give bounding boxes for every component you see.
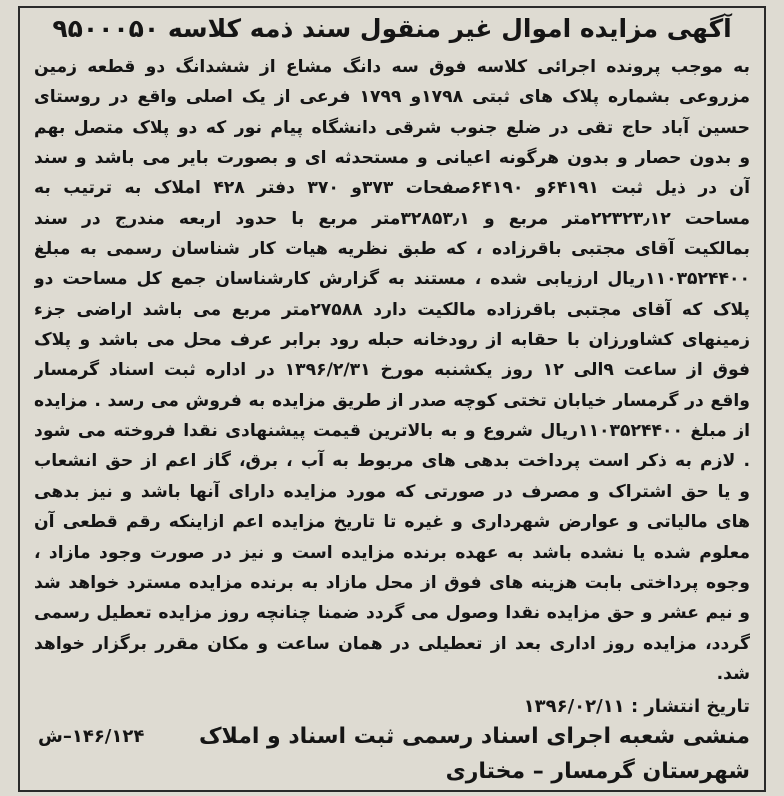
body-line: معلوم شده یا نشده باشد به عهده برنده مزایده است و نیز در صورت وجود مازاد ، (34, 542, 750, 563)
body-line: های مالیاتی و عوارض شهرداری و غیره تا تاریخ مزایده اعم ازاینکه رقم قطعی آن (34, 512, 750, 533)
notice-border-box (18, 6, 766, 792)
body-line: و یا حق اشتراک و مصرف در صورتی که مورد مزایده دارای آنها باشد و نیز بدهی (34, 481, 750, 502)
notice-title: آگهی مزایده اموال غیر منقول سند ذمه کلاسه ۹۵۰۰۰۵۰ (52, 14, 732, 43)
body-line: و بدون حصار و بدون هرگونه اعیانی و مستحدثه ای و بصورت بایر می باشد و سند (34, 148, 750, 169)
body-line: گردد، مزایده روز اداری بعد از تعطیلی در همان ساعت و مکان مقرر برگزار خواهد (34, 633, 750, 654)
body-line: فوق از ساعت ۹الی ۱۲ روز یکشنبه مورخ ۱۳۹۶/۲/۳۱ در اداره ثبت اسناد گرمسار (34, 360, 750, 381)
body-line: پلاک که آقای مجتبی باقرزاده مالکیت دارد ۲۷۵۸۸متر مربع می باشد اراضی جزء (34, 299, 750, 320)
signature-title: منشی شعبه اجرای اسناد رسمی ثبت اسناد و املاک (199, 724, 750, 749)
body-line: مزروعی بشماره پلاک های ثبتی ۱۷۹۸و ۱۷۹۹ فرعی از یک اصلی واقع در روستای (34, 87, 750, 108)
body-line: از مبلغ ۱۱۰۳۵۲۴۴۰۰ریال شروع و به بالاترین قیمت پیشنهادی نقدا فروخته می شود (34, 421, 750, 442)
publication-date: تاریخ انتشار : ۱۳۹۶/۰۲/۱۱ (523, 696, 750, 717)
body-line: آن در ذیل ثبت ۶۴۱۹۱و ۶۴۱۹۰صفحات ۳۷۳و ۳۷۰ دفتر ۴۲۸ املاک به ترتیب به (34, 178, 750, 199)
body-line: بمالکیت آقای مجتبی باقرزاده ، که طبق نظریه هیات کار شناسان رسمی به مبلغ (34, 239, 750, 260)
body-line: مساحت ۲۲۳۲۳٫۱۲متر مربع و ۳۲۸۵۳٫۱متر مربع با حدود اربعه مندرج در سند (34, 208, 750, 229)
body-line: واقع در گرمسار خیابان تختی کوچه صدر از طریق مزایده به فروش می رسد . مزایده (34, 390, 750, 411)
body-line: وجوه پرداختی بابت هزینه های فوق از محل مازاد به برنده مزایده مسترد خواهد شد (34, 572, 750, 593)
body-line: و نیم عشر و حق مزایده نقدا وصول می گردد ضمنا چنانچه روز مزایده تعطیل رسمی (34, 603, 750, 624)
signature-office: شهرستان گرمسار – مختاری (445, 759, 750, 784)
body-line-last: شد. (716, 663, 750, 684)
body-line: به موجب پرونده اجرائی کلاسه فوق سه دانگ مشاع از ششدانگ دو قطعه زمین (34, 57, 750, 77)
body-line: . لازم به ذکر است پرداخت بدهی های مربوط به آب ، برق، گاز اعم از حق انشعاب (34, 451, 750, 472)
body-line: زمینهای کشاورزان با حقابه از رودخانه حبله رود برابر عرف محل می باشد و پلاک (34, 330, 750, 351)
notice-body (34, 52, 750, 689)
body-line: ۱۱۰۳۵۲۴۴۰۰ریال ارزیابی شده ، مستند به گزارش کارشناسان جمع کل مساحت دو (34, 269, 750, 290)
body-line: حسین آباد حاج تقی در ضلع جنوب شرقی دانشگاه پیام نور که دو پلاک متصل بهم (34, 117, 750, 138)
reference-number: ۱۴۶/۱۲۴–ش (38, 726, 145, 747)
